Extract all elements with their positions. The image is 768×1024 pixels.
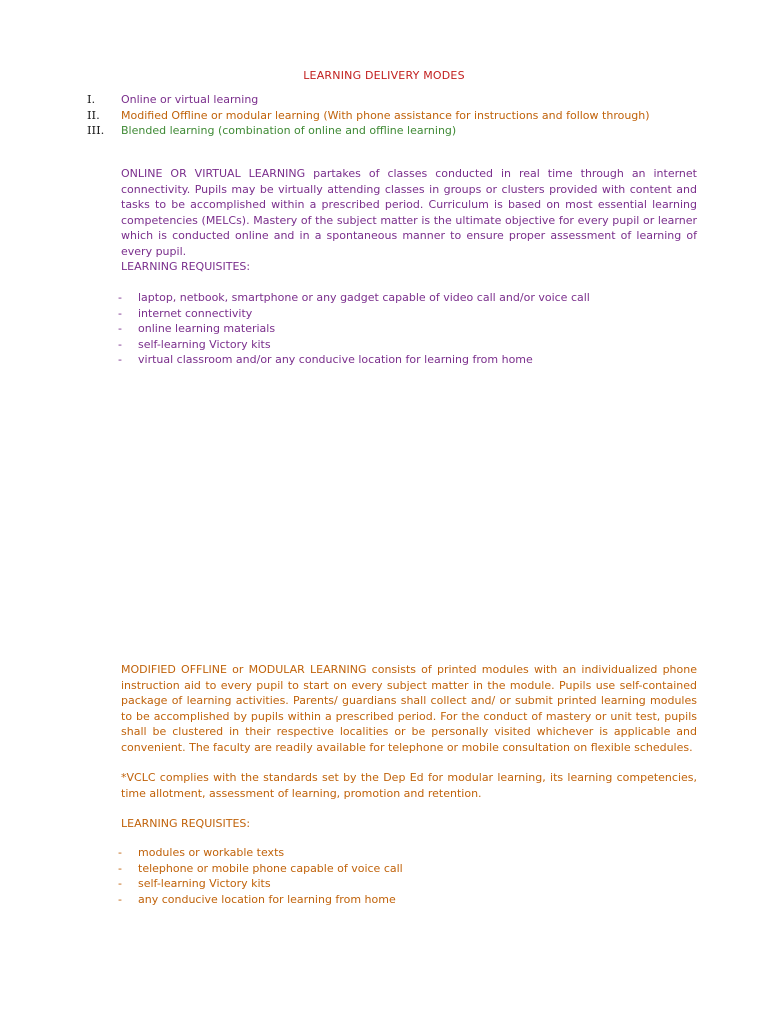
requisite-text: internet connectivity (138, 306, 253, 320)
modular-requisites-heading: LEARNING REQUISITES: (121, 817, 251, 830)
requisite-text: laptop, netbook, smartphone or any gadget capable of video call and/or voice call (138, 291, 590, 304)
list-dash: - (118, 306, 122, 320)
list-dash: - (118, 322, 122, 335)
mode-item-online (87, 92, 650, 108)
mode-number: I. (87, 92, 96, 106)
requisite-text: self-learning Victory kits (138, 337, 271, 351)
list-item (118, 876, 403, 892)
list-item (118, 337, 590, 353)
online-requisites-list (118, 290, 590, 368)
requisite-text: online learning materials (138, 322, 276, 335)
modular-learning-paragraph: MODIFIED OFFLINE or MODULAR LEARNING consists of printed modules with an individualized phone instruction aid to every pupil to start on every subject matter in the module. Pupils use self-contained package of learning activities. Parents/ guardians shall collect and/ or submit printed learning modules to be accomplished by pupils within a prescribed period. For the conduct of mastery or unit test, pupils shall be clustered in their respective localities or be personally visited whichever is applicable and convenient. The faculty are readily available for telephone or mobile consultation on flexible schedules. (121, 663, 697, 754)
mode-label-blended: Blended learning (combination of online and offline learning) (121, 124, 457, 137)
list-item (118, 321, 590, 337)
list-dash: - (118, 877, 122, 890)
online-learning-paragraph: ONLINE OR VIRTUAL LEARNING partakes of classes conducted in real time through an internet connectivity. Pupils may be virtually attending classes in groups or clusters provided with content and tasks to be accomplished within a prescribed period. Curriculum is based on most essential learning competencies (MELCs). Mastery of the subject matter is the ultimate objective for every pupil or learner which is conducted online and in a spontaneous manner to ensure proper assessment of learning of every pupil. (121, 167, 697, 258)
list-item (118, 861, 403, 877)
list-dash: - (118, 846, 122, 859)
mode-label-online: Online or virtual learning (121, 93, 259, 106)
list-dash: - (118, 291, 122, 304)
requisite-text: self-learning Victory kits (138, 877, 271, 890)
list-dash: - (118, 353, 122, 366)
delivery-mode-list (87, 92, 650, 139)
list-dash: - (118, 861, 122, 875)
mode-number: III. (87, 123, 105, 137)
list-dash: - (118, 337, 122, 351)
requisite-text: any conducive location for learning from home (138, 892, 396, 906)
document-title: LEARNING DELIVERY MODES (303, 69, 465, 82)
requisite-text: virtual classroom and/or any conducive location for learning from home (138, 353, 533, 366)
vclc-compliance-note: *VCLC complies with the standards set by the Dep Ed for modular learning, its learning competencies, time allotment, assessment of learning, promotion and retention. (121, 771, 697, 800)
list-item (118, 845, 403, 861)
mode-number: II. (87, 107, 100, 122)
list-item (118, 290, 590, 306)
list-item (118, 352, 590, 368)
mode-item-blended (87, 123, 650, 139)
requisite-text: modules or workable texts (138, 846, 285, 859)
mode-label-modular: Modified Offline or modular learning (With phone assistance for instructions and follow through) (121, 108, 650, 122)
requisite-text: telephone or mobile phone capable of voice call (138, 861, 403, 875)
list-item (118, 306, 590, 322)
list-dash: - (118, 892, 122, 906)
list-item (118, 892, 403, 908)
modular-requisites-list (118, 845, 403, 907)
mode-item-modular (87, 108, 650, 124)
online-requisites-heading: LEARNING REQUISITES: (121, 260, 251, 273)
